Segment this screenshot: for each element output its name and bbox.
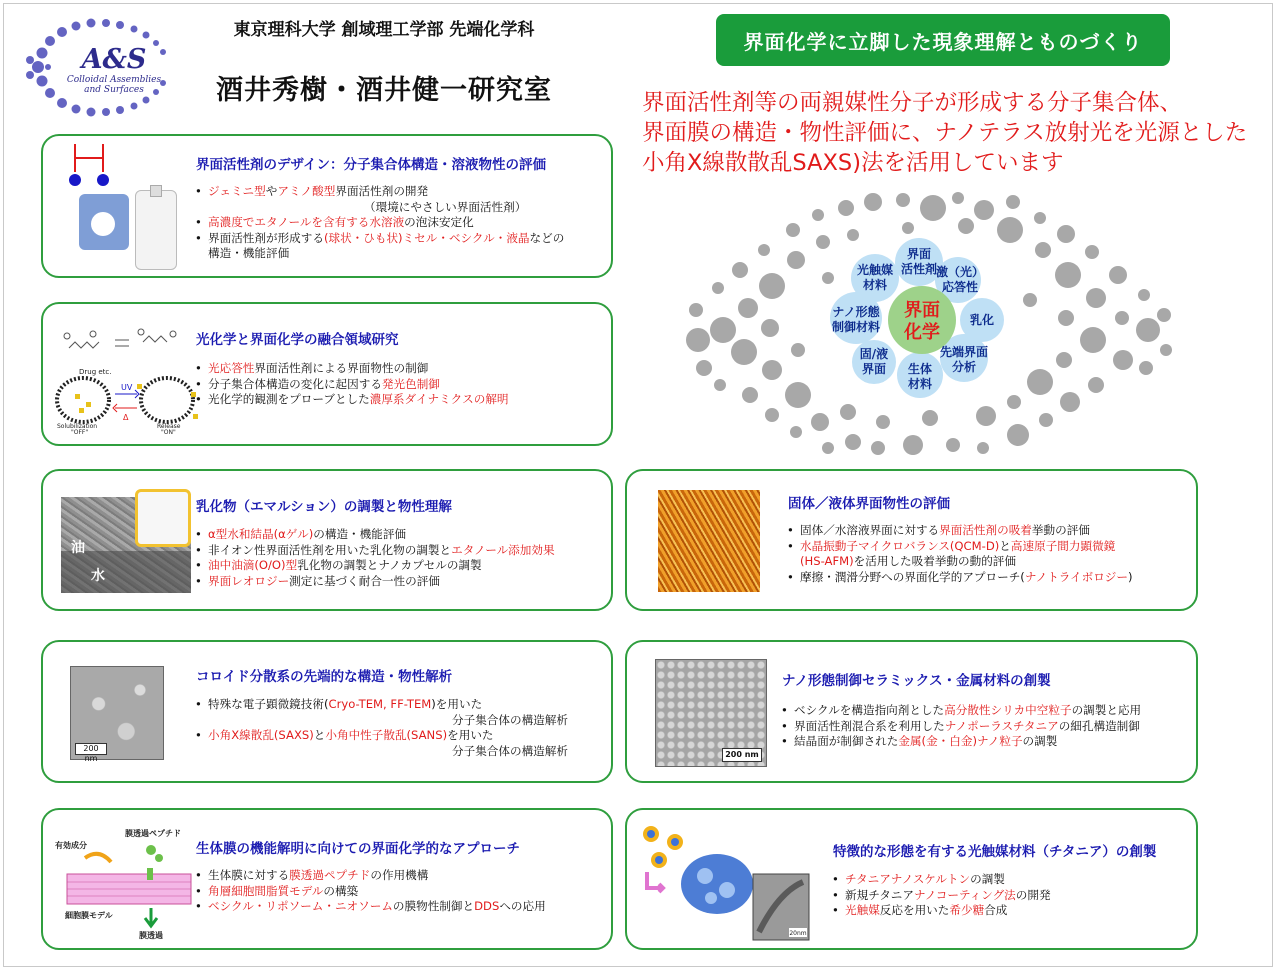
center-label-1: 界面 xyxy=(904,300,940,321)
label-peptide: 膜透過ペプチド xyxy=(125,829,181,838)
intro-line-3: 小角X線散散乱SAXS)法を活用しています xyxy=(642,150,1064,176)
bullet-list xyxy=(194,527,555,589)
theme-banner: 界面化学に立脚した現象理解とものづくり xyxy=(716,14,1170,66)
topic-responsive-l1: 激（光） xyxy=(935,265,985,279)
topic-photocatalyst-l2: 材料 xyxy=(862,278,888,292)
topic-nano-l1: ナノ形態 xyxy=(832,305,880,319)
titania-schematic xyxy=(639,816,819,946)
card-surfactant-design xyxy=(41,134,613,278)
bullet-list xyxy=(194,868,546,915)
bullet-item: • ベシクル・リポソーム・ニオソームの膜物性制御とDDSへの応用 xyxy=(194,899,546,915)
label-water: 水 xyxy=(91,568,105,584)
card-title: 特徴的な形態を有する光触媒材料（チタニア）の創製 xyxy=(833,844,1157,860)
gemini-surfactant-icon xyxy=(65,142,113,192)
bullet-list xyxy=(831,872,1051,919)
bullet-continuation: (HS-AFM)を活用した吸着挙動の動的評価 xyxy=(800,554,1016,568)
bullet-item: • 小角X線散乱(SAXS)と小角中性子散乱(SANS)を用いた xyxy=(194,728,568,744)
card-biomembrane xyxy=(41,808,613,950)
bullet-list xyxy=(786,523,1133,585)
logo-sub-text-1: Colloidal Assemblies xyxy=(66,75,162,85)
bullet-list xyxy=(780,703,1141,750)
bullet-item: • 水晶振動子マイクロバランス(QCM-D)と高速原子間力顕微鏡 xyxy=(786,539,1133,555)
card-title: 乳化物（エマルション）の調製と物性理解 xyxy=(196,499,452,515)
bullet-item: • ベシクルを構造指向剤とした高分散性シリカ中空粒子の調製と応用 xyxy=(780,703,1141,719)
label-on: "ON" xyxy=(161,429,176,434)
label-delta: Δ xyxy=(123,413,129,422)
bullet-item: • ジェミニ型やアミノ酸型界面活性剤の開発 xyxy=(194,184,564,200)
label-active-ingredient: 有効成分 xyxy=(55,841,87,850)
photo-responsive-schematic xyxy=(53,322,199,434)
lab-logo xyxy=(18,15,174,119)
bullet-item: • 固体／水溶液界面に対する界面活性剤の吸着挙動の評価 xyxy=(786,523,1133,539)
bullet-list xyxy=(194,184,564,262)
bullet-item: • 界面活性剤が形成する(球状・ひも状)ミセル・ベシクル・液晶などの xyxy=(194,231,564,247)
scale-bar: 200 nm xyxy=(722,748,762,762)
label-solubilization: Solubilization xyxy=(57,423,98,430)
membrane-schematic xyxy=(55,828,205,940)
card-title: ナノ形態制御セラミックス・金属材料の創製 xyxy=(782,673,1051,689)
label-uv: UV xyxy=(121,383,133,392)
bullet-item: • 光化学的観測をプローブとした濃厚系ダイナミクスの解明 xyxy=(194,392,509,408)
topic-nano-l2: 制御材料 xyxy=(831,320,881,334)
emulsion-jar-photo xyxy=(135,489,191,547)
card-emulsion xyxy=(41,469,613,611)
bullet-continuation: （環境にやさしい界面活性剤） xyxy=(364,199,527,214)
bullet-item: • 角層細胞間脂質モデルの構築 xyxy=(194,884,546,900)
bullet-list xyxy=(194,697,568,759)
intro-line-1: 界面活性剤等の両親媒性分子が形成する分子集合体、 xyxy=(642,90,1183,116)
bullet-item: • 新規チタニアナノコーティング法の開発 xyxy=(831,888,1051,904)
card-solid-liquid-interface xyxy=(625,469,1198,611)
scale-bar: 20nm xyxy=(789,930,807,937)
card-title: コロイド分散系の先端的な構造・物性解析 xyxy=(196,669,453,685)
center-label-2: 化学 xyxy=(904,322,940,343)
bullet-item: • α型水和結晶(αゲル)の構造・機能評価 xyxy=(194,527,555,543)
bullet-item: • 生体膜に対する膜透過ペプチドの作用機構 xyxy=(194,868,546,884)
topic-surfactant-l2: 活性剤 xyxy=(900,262,938,276)
foam-photo xyxy=(79,194,129,250)
bullet-item: • 摩擦・潤滑分野への界面化学的アプローチ(ナノトライボロジー) xyxy=(786,570,1133,586)
lab-name: 酒井秀樹・酒井健一研究室 xyxy=(216,75,552,106)
scale-bar: 200 nm xyxy=(75,743,107,755)
bullet-item: • 光応答性界面活性剤による界面物性の制御 xyxy=(194,361,509,377)
topic-responsive-l2: 応答性 xyxy=(941,280,979,294)
topic-emulsion-l1: 乳化 xyxy=(969,313,995,327)
topic-surfactant-l1: 界面 xyxy=(906,247,932,261)
label-off: "OFF" xyxy=(71,429,89,434)
bullet-item: • 結晶面が制御された金属(金・白金)ナノ粒子の調製 xyxy=(780,734,1141,750)
card-titania-photocatalyst xyxy=(625,808,1198,950)
label-release: Release xyxy=(157,423,181,430)
bullet-continuation: 分子集合体の構造解析 xyxy=(452,743,568,758)
logo-text xyxy=(64,45,164,95)
card-photochemistry xyxy=(41,302,613,446)
label-oil: 油 xyxy=(71,540,85,556)
topic-solid-liquid-l1: 固/液 xyxy=(859,347,889,361)
cryo-tem-image xyxy=(70,666,164,763)
bullet-item: • 非イオン性界面活性剤を用いた乳化物の調製とエタノール添加効果 xyxy=(194,543,555,559)
label-permeation: 膜透過 xyxy=(139,931,163,940)
topic-analysis-l2: 分析 xyxy=(951,360,977,374)
topic-bio-l2: 材料 xyxy=(907,377,933,391)
bullet-continuation: 分子集合体の構造解析 xyxy=(452,712,568,727)
logo-main-text: A&S xyxy=(81,44,147,75)
bullet-item: • チタニアナノスケルトンの調製 xyxy=(831,872,1051,888)
bullet-item: • 界面レオロジー測定に基づく耐合一性の評価 xyxy=(194,574,555,590)
card-title: 生体膜の機能解明に向けての界面化学的なアプローチ xyxy=(196,841,520,857)
card-title: 固体／液体界面物性の評価 xyxy=(788,496,950,512)
card-nano-ceramics xyxy=(625,640,1198,783)
bullet-item: • 特殊な電子顕微鏡技術(Cryo-TEM, FF-TEM)を用いた xyxy=(194,697,568,713)
intro-line-2: 界面膜の構造・物性評価に、ナノテラス放射光を光源とした xyxy=(642,120,1248,146)
bullet-item: • 光触媒反応を用いた希少糖合成 xyxy=(831,903,1051,919)
bullet-continuation: 構造・機能評価 xyxy=(208,246,290,260)
intro-text xyxy=(642,88,1272,178)
interface-chemistry-bubble-diagram xyxy=(668,190,1178,460)
bullet-item: • 油中油滴(O/O)型乳化物の調製とナノカプセルの調製 xyxy=(194,558,555,574)
topic-photocatalyst-l1: 光触媒 xyxy=(856,263,894,277)
university-name: 東京理科大学 創域理工学部 先端化学科 xyxy=(233,20,535,40)
bullet-list xyxy=(194,361,509,408)
card-title: 光化学と界面化学の融合領域研究 xyxy=(196,332,399,348)
bullet-item: • 界面活性剤混合系を利用したナノポーラスチタニアの細孔構造制御 xyxy=(780,719,1141,735)
label-membrane-model: 細胞膜モデル xyxy=(65,911,113,920)
afm-image xyxy=(658,490,760,592)
topic-solid-liquid-l2: 界面 xyxy=(861,362,887,376)
topic-bio-l1: 生体 xyxy=(907,362,933,376)
pump-bottle-photo xyxy=(135,190,177,270)
card-title: 界面活性剤のデザイン：分子集合体構造・溶液物性の評価 xyxy=(196,157,547,173)
silica-particles-image xyxy=(655,659,767,767)
card-colloid-analysis xyxy=(41,640,613,783)
bullet-item: • 高濃度でエタノールを含有する水溶液の泡沫安定化 xyxy=(194,215,564,231)
label-drug: Drug etc. xyxy=(79,368,112,376)
bullet-item: • 分子集合体構造の変化に起因する発光色制御 xyxy=(194,377,509,393)
logo-sub-text-2: and Surfaces xyxy=(84,85,144,95)
topic-analysis-l1: 先端界面 xyxy=(939,345,989,359)
